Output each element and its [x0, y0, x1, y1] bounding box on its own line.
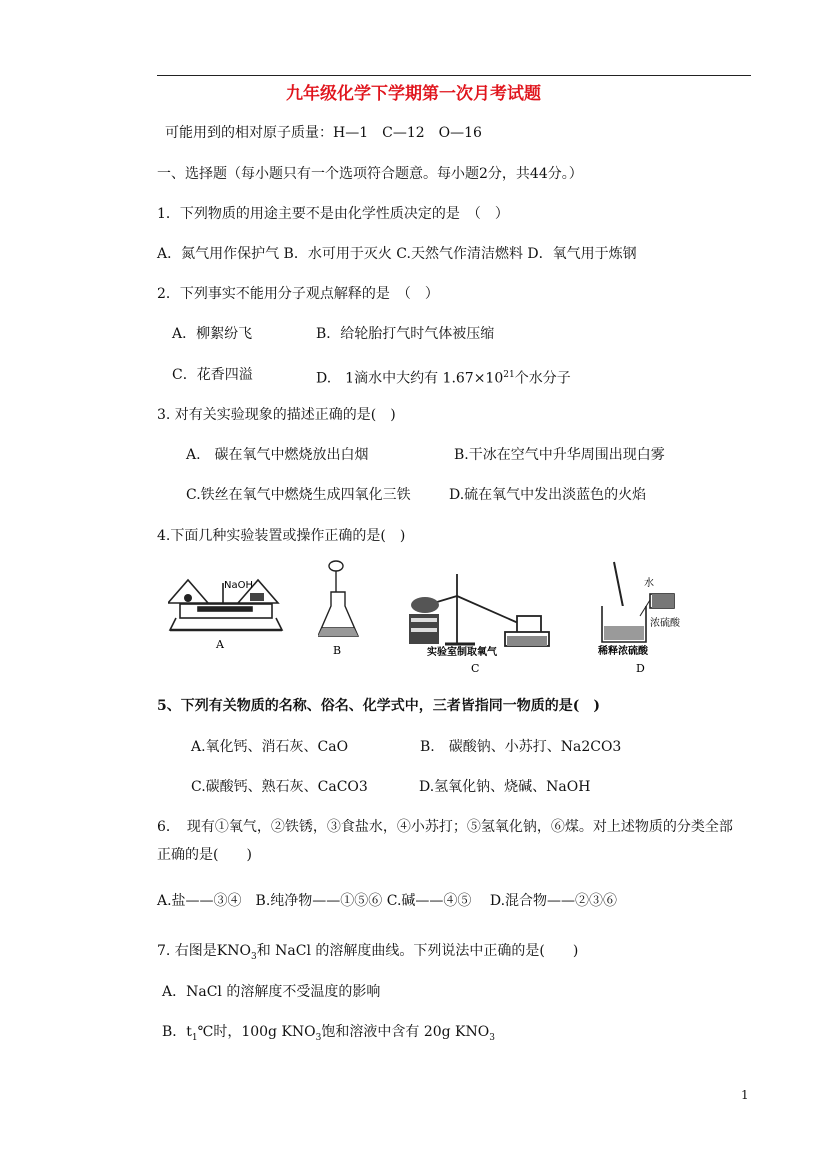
- question-3-stem: 3. 对有关实验现象的描述正确的是( ): [157, 407, 396, 423]
- figure-b-flask: [318, 558, 366, 658]
- figure-c-caption: 实验室制取氧气: [427, 647, 497, 658]
- question-2-option-d: D. 1滴水中大约有 $1.67\times 10^{21}$个水分子: [316, 370, 571, 387]
- question-5-option-a: A.氧化钙、消石灰、CaO: [191, 739, 349, 755]
- question-2-option-b: B．给轮胎打气时气体被压缩: [316, 326, 495, 342]
- figure-d-caption: 稀释浓硫酸: [598, 646, 648, 657]
- question-4-stem: 4.下面几种实验装置或操作正确的是( ): [157, 528, 406, 544]
- question-3-option-b: B.干冰在空气中升华周围出现白雾: [454, 447, 665, 463]
- question-6-options: A.盐——③④ B.纯净物——①⑤⑥ C.碱——④⑤ D.混合物——②③⑥: [157, 893, 618, 909]
- header-rule: [157, 75, 751, 76]
- question-6-stem-line1: 6． 现有①氧气，②铁锈，③食盐水，④小苏打；⑤氢氧化钠，⑥煤。对上述物质的分类全部: [157, 819, 733, 835]
- question-7-option-b: B．$t_1℃$时，100g $KNO_3$饱和溶液中含有 20g $KNO_3$: [162, 1024, 495, 1043]
- question-5-option-b: B. 碳酸钠、小苏打、Na2CO3: [420, 739, 622, 755]
- figure-c-apparatus: [405, 568, 553, 676]
- question-2-option-c: C．花香四溢: [172, 367, 253, 383]
- question-5-option-d: D.氢氧化钠、烧碱、NaOH: [419, 779, 591, 795]
- question-3-option-c: C.铁丝在氧气中燃烧生成四氧化三铁: [186, 487, 411, 503]
- question-1-options: A．氮气用作保护气 B．水可用于灭火 C.天然气作清洁燃料 D．氧气用于炼钢: [157, 246, 637, 262]
- section-heading: 一、选择题（每小题只有一个选项符合题意。每小题2分，共44分。）: [157, 166, 583, 182]
- figure-d-label: D: [636, 662, 645, 675]
- question-5-stem: 5、下列有关物质的名称、俗名、化学式中，三者皆指同一物质的是( ): [157, 698, 600, 714]
- figure-b-label: B: [333, 644, 342, 657]
- figure-c-label: C: [471, 662, 480, 675]
- figure-d-acid-label: 浓硫酸: [650, 618, 680, 629]
- figure-a-balance: [168, 568, 288, 650]
- question-6-stem-line2: 正确的是( ): [157, 847, 252, 863]
- question-7-stem: 7. 右图是$KNO_3$和 NaCl 的溶解度曲线。下列说法中正确的是( ): [157, 943, 579, 962]
- page-title: 九年级化学下学期第一次月考试题: [286, 84, 541, 104]
- question-3-option-d: D.硫在氧气中发出淡蓝色的火焰: [449, 487, 647, 503]
- question-2-option-a: A．柳絮纷飞: [172, 326, 253, 342]
- question-5-option-c: C.碳酸钙、熟石灰、CaCO3: [191, 779, 368, 795]
- figure-a-label: A: [216, 638, 224, 650]
- question-3-option-a: A. 碳在氧气中燃烧放出白烟: [186, 447, 369, 463]
- page-number: 1: [741, 1088, 749, 1102]
- question-2-stem: 2．下列事实不能用分子观点解释的是 （ ）: [157, 286, 439, 302]
- figure-a-reagent-label: NaOH: [224, 580, 253, 591]
- atomic-masses: 可能用到的相对原子质量：H—1 C—12 O—16: [165, 125, 482, 141]
- question-7-option-a: A．NaCl 的溶解度不受温度的影响: [162, 984, 381, 1000]
- figure-d-water-label: 水: [644, 578, 654, 589]
- question-1-stem: 1．下列物质的用途主要不是由化学性质决定的是 （ ）: [157, 206, 509, 222]
- figure-d-dilution: [592, 560, 692, 676]
